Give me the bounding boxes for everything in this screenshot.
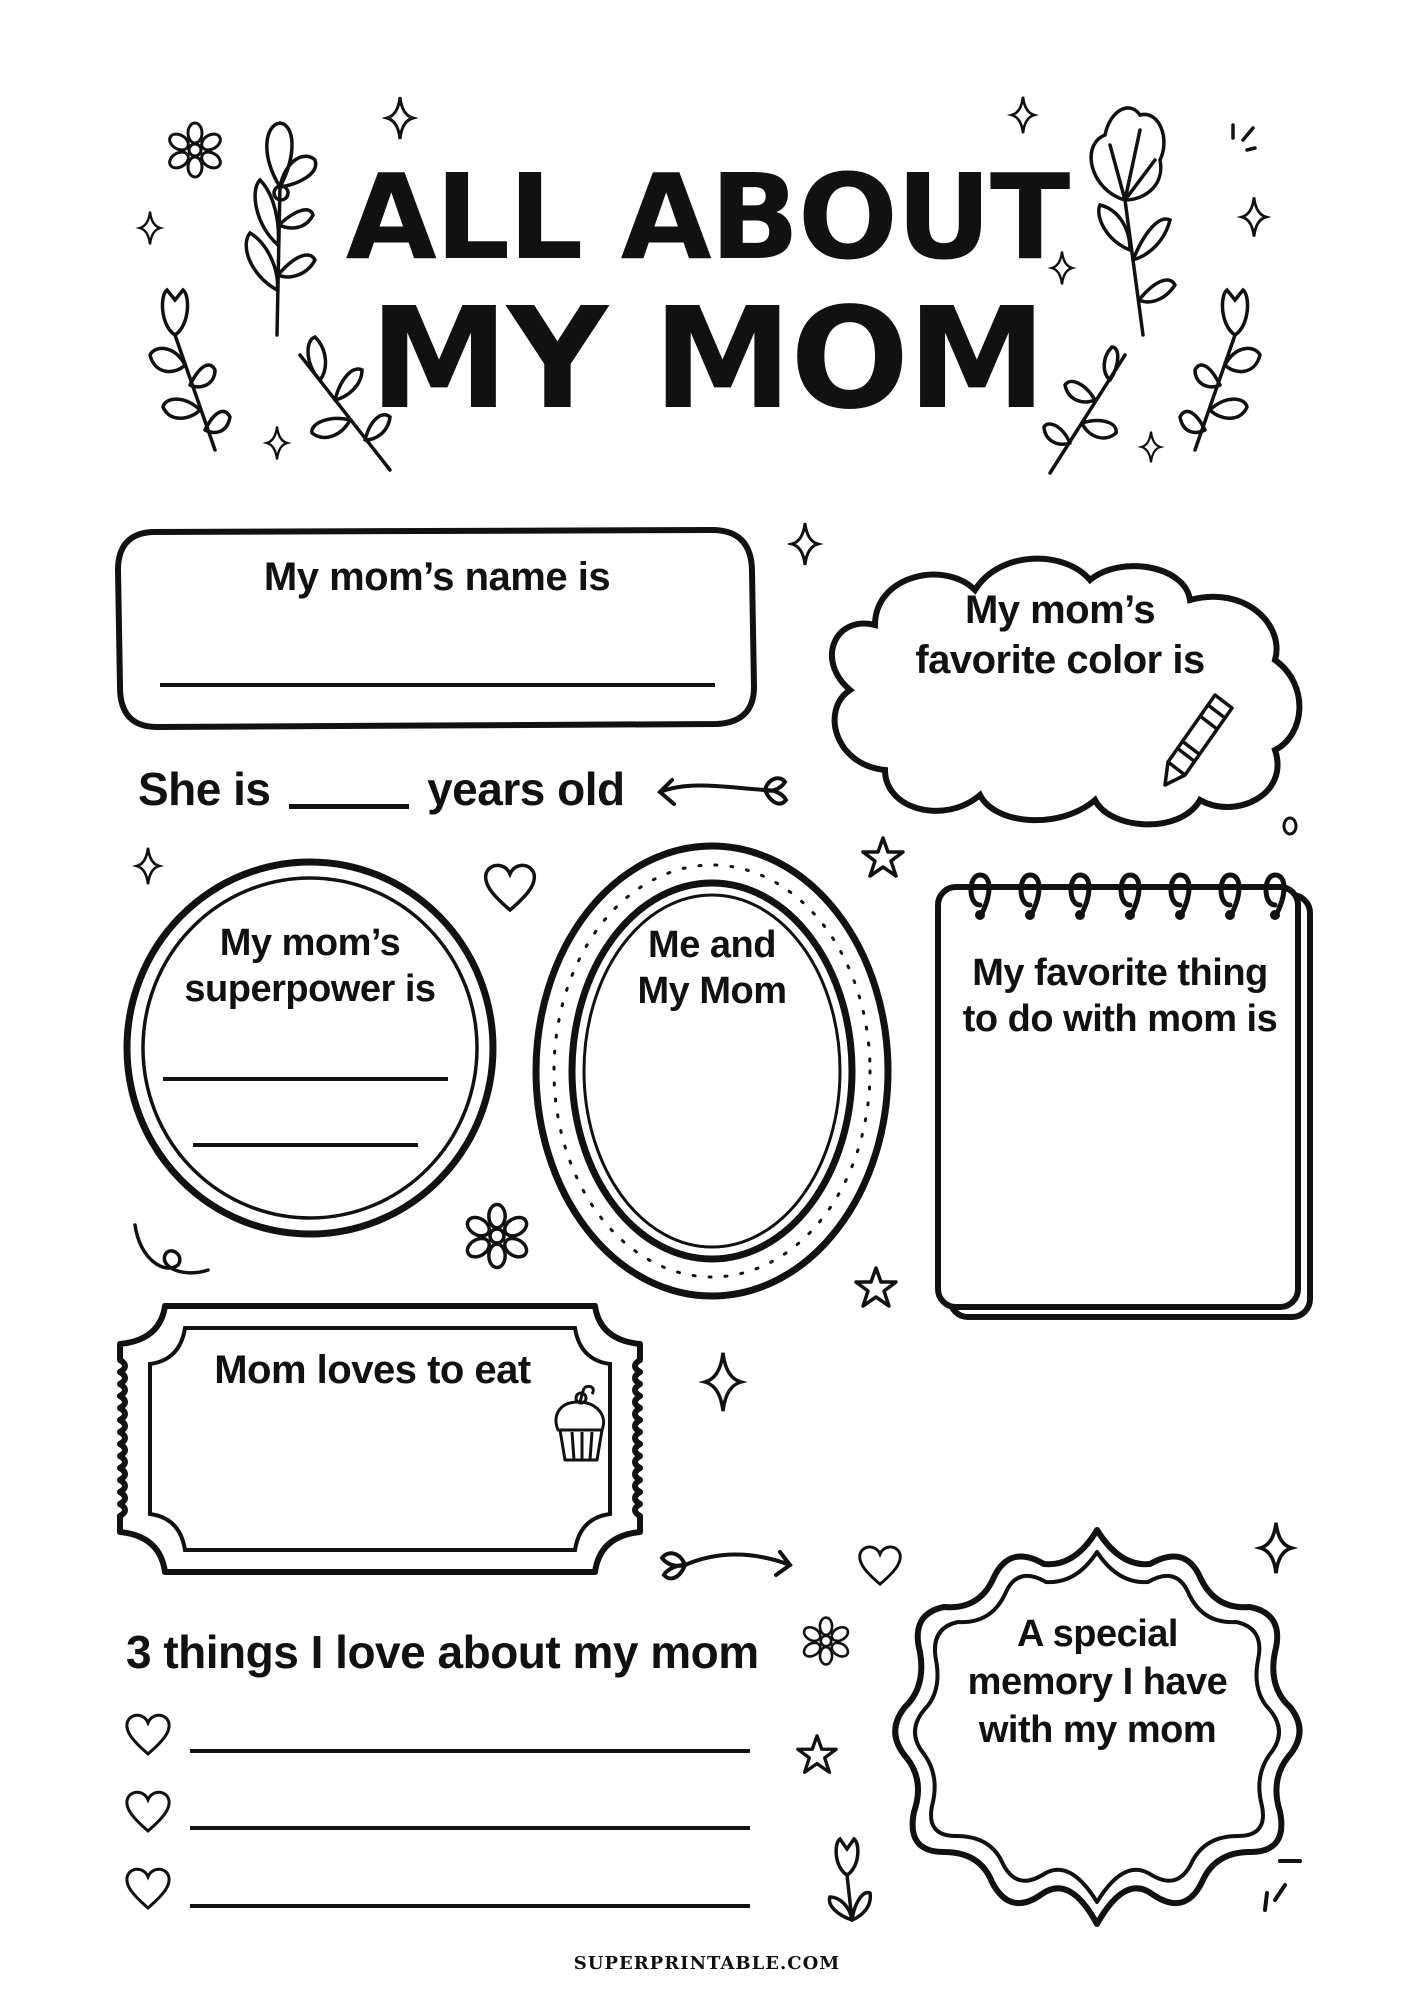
star-icon — [853, 1265, 899, 1311]
sparkle-icon — [700, 1350, 746, 1414]
food-answer-area[interactable] — [165, 1410, 545, 1540]
special-memory-prompt-line1: A special — [1017, 1613, 1178, 1655]
favorite-thing-prompt-line2: to do with mom is — [962, 998, 1278, 1040]
swirl-icon — [130, 1220, 220, 1280]
name-box-frame — [112, 522, 762, 732]
heart-icon — [122, 1708, 174, 1760]
special-memory-prompt-line2: memory I have — [967, 1661, 1228, 1703]
favorite-color-prompt — [850, 585, 1270, 685]
flower-icon — [800, 1612, 852, 1670]
title-line-2: MY MOM — [369, 278, 1045, 441]
flower-stem-icon — [1065, 100, 1185, 340]
age-suffix: years old — [427, 763, 625, 815]
love-item-line-1[interactable] — [190, 1749, 750, 1753]
tulip-branch-icon — [135, 285, 235, 455]
sparkle-icon — [1140, 430, 1162, 464]
sparkle-icon — [138, 210, 162, 246]
shine-lines-icon — [1225, 120, 1265, 160]
sparkle-icon — [355, 220, 379, 256]
heart-icon — [122, 1785, 174, 1837]
title-line-1: ALL ABOUT — [345, 148, 1069, 286]
leaf-branch-icon — [1040, 345, 1140, 475]
small-circle-icon — [1280, 815, 1300, 837]
arrow-left-icon — [650, 770, 800, 820]
special-memory-prompt — [935, 1610, 1260, 1754]
name-answer-line[interactable] — [160, 683, 715, 687]
sparkle-icon — [1010, 95, 1036, 135]
favorite-thing-answer-area[interactable] — [960, 1060, 1280, 1290]
flower-icon — [462, 1200, 532, 1272]
cupcake-icon — [550, 1380, 610, 1465]
shine-lines-icon — [1255, 1855, 1305, 1915]
favorite-thing-prompt — [945, 950, 1295, 1042]
photo-frame-prompt-line1: Me and — [648, 924, 776, 966]
love-item-line-3[interactable] — [190, 1904, 750, 1908]
superpower-oval-frame — [120, 855, 500, 1240]
love-item-line-2[interactable] — [190, 1826, 750, 1830]
three-things-heading: 3 things I love about my mom — [126, 1626, 759, 1678]
superpower-prompt-line2: superpower is — [184, 968, 436, 1010]
photo-frame-prompt-line2: My Mom — [637, 970, 787, 1012]
photo-frame-prompt — [612, 922, 812, 1014]
special-memory-answer-area[interactable] — [960, 1770, 1240, 1880]
heart-icon — [122, 1862, 174, 1914]
flower-icon — [165, 120, 225, 180]
age-sentence — [138, 762, 625, 816]
food-prompt: Mom loves to eat — [214, 1348, 531, 1392]
sparkle-icon — [265, 425, 289, 461]
arrow-right-icon — [650, 1540, 805, 1590]
sparkle-icon — [1240, 195, 1268, 239]
age-prefix: She is — [138, 763, 271, 815]
star-icon — [860, 835, 906, 881]
superpower-answer-line-1[interactable] — [163, 1077, 448, 1081]
sparkle-icon — [385, 95, 415, 141]
footer-site: SUPERPRINTABLE.COM — [573, 1953, 841, 1974]
favorite-color-prompt-line2: favorite color is — [915, 638, 1205, 682]
leaf-branch-icon — [290, 335, 400, 475]
special-memory-prompt-line3: with my mom — [978, 1709, 1217, 1751]
age-blank[interactable] — [289, 804, 409, 809]
superpower-prompt — [140, 920, 480, 1012]
superpower-answer-line-2[interactable] — [193, 1143, 418, 1147]
leaf-branch-icon — [225, 115, 335, 340]
photo-area[interactable] — [620, 1010, 805, 1230]
crayon-icon — [1160, 690, 1240, 790]
superpower-prompt-line1: My mom’s — [219, 922, 401, 964]
favorite-color-prompt-line1: My mom’s — [964, 588, 1156, 632]
tulip-branch-icon — [1175, 285, 1275, 455]
star-icon — [795, 1733, 839, 1777]
name-prompt: My mom’s name is — [263, 555, 611, 599]
sparkle-icon — [1050, 250, 1074, 286]
favorite-thing-prompt-line1: My favorite thing — [972, 952, 1268, 994]
